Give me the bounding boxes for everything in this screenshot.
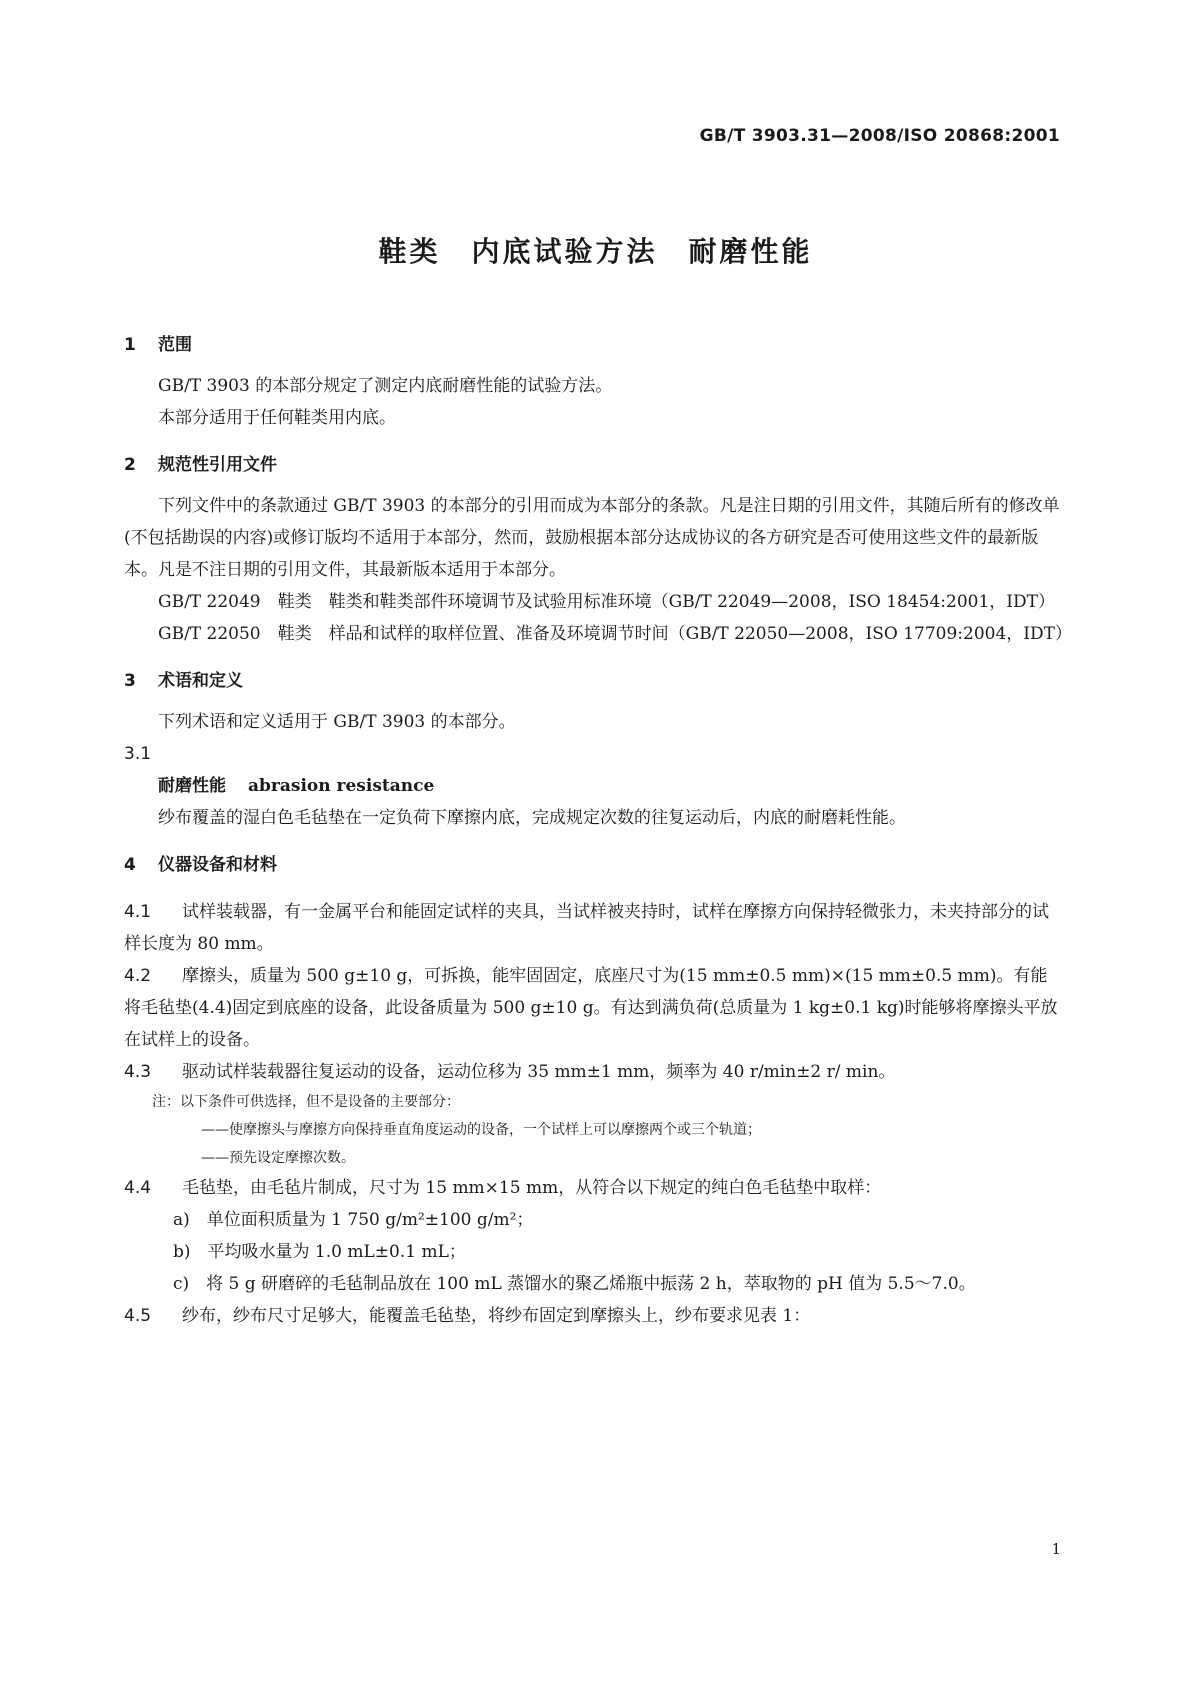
note: 注：以下条件可供选择，但不是设备的主要部分： [152,1094,460,1110]
term-english: abrasion resistance [248,776,435,796]
standard-id: GB/T 3903.31—2008/ISO 20868:2001 [699,126,1060,146]
clause-4-3: 4.3 驱动试样装载器往复运动的设备，运动位移为 35 mm±1 mm，频率为 40 r/min±2 r/ min。 [124,1062,896,1082]
list-item-b: b) 平均吸水量为 1.0 mL±0.1 mL； [173,1242,466,1262]
subclause-number: 3.1 [124,744,152,764]
list-item-a: a) 单位面积质量为 1 750 g/m²±100 g/m²； [173,1210,534,1230]
paragraph: 本部分适用于任何鞋类用内底。 [158,408,396,428]
paragraph: 下列文件中的条款通过 GB/T 3903 的本部分的引用而成为本部分的条款。凡是注日期的引用文件，其随后所有的修改单(不包括勘误的内容)或修订版均不适用于本部分，然而，鼓励根据本部分达成协议的各方研究是否可使用这些文件的最新版本。凡是不注日期的引用文件，其最新版本适用于本部分。 [124,496,1060,580]
clause-4-5: 4.5 纱布，纱布尺寸足够大，能覆盖毛毡垫，将纱布固定到摩擦头上，纱布要求见表 1： [124,1306,811,1326]
paragraph: 下列术语和定义适用于 GB/T 3903 的本部分。 [158,712,516,732]
list-item-c: c) 将 5 g 研磨碎的毛毡制品放在 100 mL 蒸馏水的聚乙烯瓶中振荡 2 h，萃取物的 pH 值为 5.5～7.0。 [173,1274,976,1294]
term-definition: 纱布覆盖的湿白色毛毡垫在一定负荷下摩擦内底，完成规定次数的往复运动后，内底的耐磨耗性能。 [158,808,906,828]
clause-4-1: 4.1 试样装载器，有一金属平台和能固定试样的夹具，当试样被夹持时，试样在摩擦方向保持轻微张力，未夹持部分的试样长度为 80 mm。 [124,902,1049,954]
note-item: ——使摩擦头与摩擦方向保持垂直角度运动的设备，一个试样上可以摩擦两个或三个轨道； [201,1122,761,1138]
section-number: 3 [124,671,136,691]
note-item: ——预先设定摩擦次数。 [201,1150,355,1166]
section-3-heading [124,666,1064,696]
clause-4-2: 4.2 摩擦头，质量为 500 g±10 g，可拆换，能牢固固定，底座尺寸为(15 mm±0.5 mm)×(15 mm±0.5 mm)。有能将毛毡垫(4.4)固定到底座的设备，此设备质量为 500 g±10 g。有达到满负荷(总质量为 1 kg±0.1 kg)时能够将摩擦头平放在试样上的设备。 [124,966,1058,1050]
section-title: 规范性引用文件 [158,455,277,475]
section-4-heading [124,850,1064,880]
term-chinese: 耐磨性能 [158,776,226,796]
document-title: 鞋类 内底试验方法 耐磨性能 [378,235,813,268]
paragraph: GB/T 3903 的本部分规定了测定内底耐磨性能的试验方法。 [158,376,613,396]
section-number: 2 [124,455,136,475]
clause-4-4: 4.4 毛毡垫，由毛毡片制成，尺寸为 15 mm×15 mm，从符合以下规定的纯白色毛毡垫中取样： [124,1178,882,1198]
section-1-heading [124,330,1064,360]
section-number: 4 [124,855,136,875]
normative-reference: GB/T 22049 鞋类 鞋类和鞋类部件环境调节及试验用标准环境（GB/T 22049—2008，ISO 18454:2001，IDT） [158,592,1055,612]
normative-reference: GB/T 22050 鞋类 样品和试样的取样位置、准备及环境调节时间（GB/T 22050—2008，ISO 17709:2004，IDT） [158,624,1072,644]
section-title: 术语和定义 [158,671,243,691]
section-2-heading [124,450,1064,480]
section-title: 范围 [158,335,192,355]
page-number: 1 [1051,1540,1061,1558]
term-entry [124,770,1064,802]
section-title: 仪器设备和材料 [158,855,277,875]
section-number: 1 [124,335,136,355]
document-body [124,330,1072,1332]
